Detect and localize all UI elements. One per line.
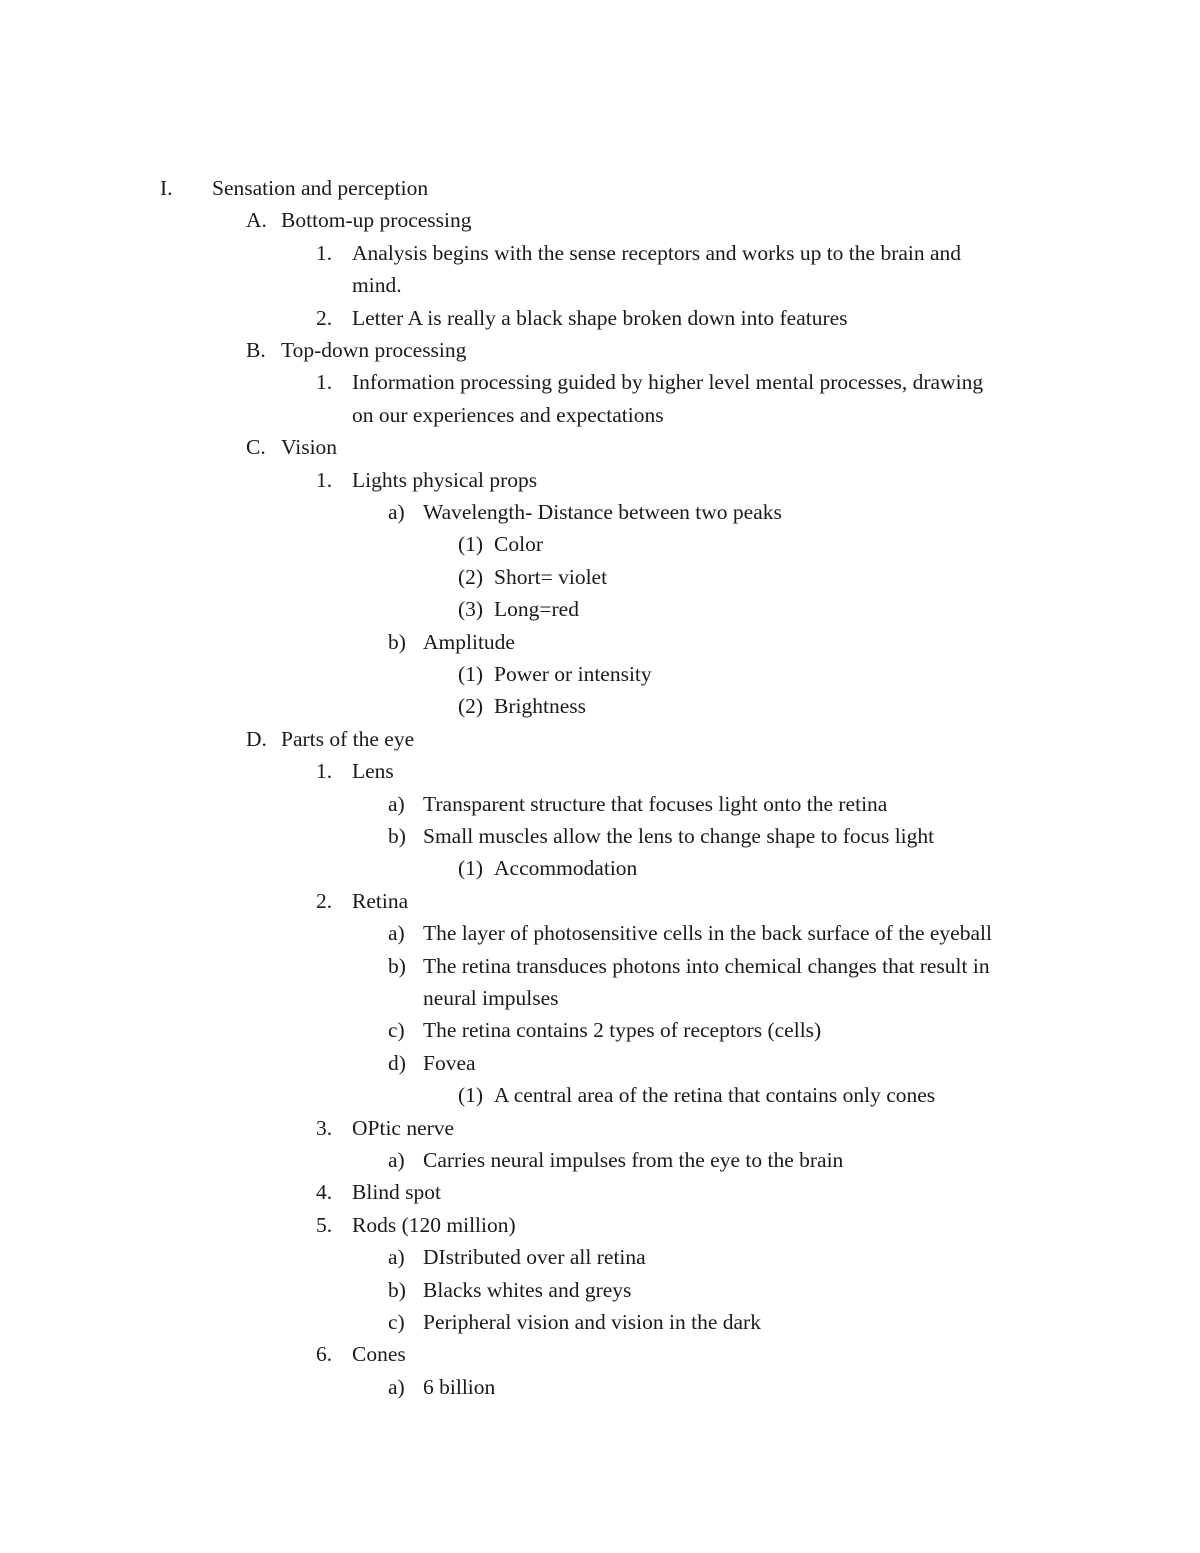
outline-text: Color — [494, 532, 543, 557]
outline-text: Wavelength- Distance between two peaks — [423, 500, 782, 524]
outline-line — [0, 366, 1200, 399]
outline-line — [0, 788, 1200, 821]
outline-text: Bottom-up processing — [281, 208, 472, 233]
outline-text: Top-down processing — [281, 338, 467, 362]
outline-text: Transparent structure that focuses light onto the retina — [423, 791, 888, 816]
outline-marker: 6. — [316, 1342, 333, 1367]
outline-line — [0, 1014, 1200, 1047]
outline-line — [0, 690, 1200, 723]
outline-text: The retina transduces photons into chemical changes that result in — [423, 953, 990, 978]
outline-marker: a) — [388, 1374, 405, 1399]
outline-marker: 2. — [316, 305, 333, 330]
outline-line — [0, 593, 1200, 626]
outline-line — [0, 496, 1200, 529]
outline-text: Blacks whites and greys — [423, 1277, 632, 1302]
outline-marker: c) — [388, 1018, 405, 1043]
outline-line — [0, 431, 1200, 464]
outline-line — [0, 982, 1200, 1015]
outline-line — [0, 723, 1200, 756]
outline-text: The layer of photosensitive cells in the back surface of the eyeball — [423, 921, 992, 946]
outline-text: DIstributed over all retina — [423, 1245, 646, 1270]
outline-text: neural impulses — [423, 986, 559, 1010]
outline-marker: 1. — [316, 370, 333, 395]
outline-text: 6 billion — [423, 1374, 496, 1399]
outline-marker: c) — [388, 1310, 405, 1334]
outline-line — [0, 1047, 1200, 1080]
outline-marker: (2) — [458, 564, 484, 589]
outline-line — [0, 1274, 1200, 1307]
outline-marker: 1. — [316, 240, 333, 265]
outline-line — [0, 269, 1200, 302]
outline-text: Fovea — [423, 1050, 476, 1075]
outline-marker: (1) — [458, 856, 484, 881]
outline-text: Long=red — [494, 597, 579, 622]
outline-line — [0, 626, 1200, 659]
outline-marker: 5. — [316, 1212, 333, 1237]
outline-line — [0, 820, 1200, 853]
outline-marker: 1. — [316, 759, 333, 784]
outline-text: Rods (120 million) — [352, 1212, 516, 1237]
outline-line — [0, 1176, 1200, 1209]
outline-line — [0, 1144, 1200, 1177]
outline-line — [0, 950, 1200, 983]
outline-line — [0, 1371, 1200, 1404]
outline-text: Small muscles allow the lens to change shape to focus light — [423, 824, 935, 848]
outline-marker: (1) — [458, 662, 484, 686]
outline-marker: (2) — [458, 694, 484, 719]
outline-marker: A. — [246, 208, 267, 233]
outline-line — [0, 1241, 1200, 1274]
outline-text: Vision — [281, 435, 338, 460]
outline-line — [0, 1112, 1200, 1145]
outline-line — [0, 658, 1200, 691]
outline-text: Amplitude — [423, 629, 515, 654]
outline-text: Parts of the eye — [281, 726, 415, 751]
outline-marker: B. — [246, 338, 266, 362]
outline-line — [0, 302, 1200, 335]
outline-marker: b) — [388, 824, 406, 848]
outline-text: Information processing guided by higher level mental processes, drawing — [352, 370, 984, 395]
outline-line — [0, 852, 1200, 885]
outline-text: Sensation and perception — [212, 176, 429, 200]
outline-marker: a) — [388, 921, 405, 946]
outline-line — [0, 464, 1200, 497]
outline-text: mind. — [352, 273, 402, 298]
outline-text: Lights physical props — [352, 467, 538, 492]
outline-marker: 4. — [316, 1180, 333, 1205]
outline-marker: (3) — [458, 597, 484, 622]
outline-line — [0, 755, 1200, 788]
outline-text: Lens — [352, 759, 394, 784]
outline-marker: C. — [246, 435, 266, 460]
outline-marker: I. — [160, 176, 173, 200]
outline-line — [0, 1338, 1200, 1371]
outline-marker: d) — [388, 1050, 406, 1075]
outline-line — [0, 1209, 1200, 1242]
outline-marker: (1) — [458, 532, 484, 557]
outline-text: Peripheral vision and vision in the dark — [423, 1310, 761, 1334]
outline-marker: a) — [388, 500, 405, 524]
outline-text: Retina — [352, 888, 409, 913]
outline-line — [0, 237, 1200, 270]
outline-marker: 1. — [316, 467, 333, 492]
outline-text: Analysis begins with the sense receptors and works up to the brain and — [352, 240, 962, 265]
outline-text: Letter A is really a black shape broken down into features — [352, 305, 848, 330]
outline-line — [0, 204, 1200, 237]
outline-line — [0, 885, 1200, 918]
outline-line — [0, 399, 1200, 432]
outline-line — [0, 1079, 1200, 1112]
outline-marker: a) — [388, 1245, 405, 1270]
outline-text: Power or intensity — [494, 662, 652, 686]
outline-line — [0, 334, 1200, 367]
outline-line — [0, 528, 1200, 561]
outline-text: Short= violet — [494, 564, 608, 589]
outline-text: on our experiences and expectations — [352, 402, 664, 427]
outline-line — [0, 172, 1200, 205]
outline-line — [0, 561, 1200, 594]
outline-text: Brightness — [494, 694, 586, 719]
outline-marker: 3. — [316, 1115, 333, 1140]
outline-marker: D. — [246, 726, 267, 751]
outline-text: Blind spot — [352, 1180, 442, 1205]
outline-text: A central area of the retina that contains only cones — [494, 1083, 936, 1108]
outline-marker: a) — [388, 791, 405, 816]
outline-marker: (1) — [458, 1083, 484, 1108]
outline-line — [0, 1306, 1200, 1339]
outline-text: The retina contains 2 types of receptors (cells) — [423, 1018, 822, 1043]
outline-text: Carries neural impulses from the eye to the brain — [423, 1148, 844, 1172]
outline-marker: 2. — [316, 888, 333, 913]
outline-marker: b) — [388, 953, 406, 978]
outline-text: Cones — [352, 1342, 406, 1367]
outline-marker: b) — [388, 629, 406, 654]
outline-text: OPtic nerve — [352, 1115, 455, 1140]
outline-text: Accommodation — [494, 856, 638, 881]
outline-marker: a) — [388, 1148, 405, 1172]
outline-marker: b) — [388, 1277, 406, 1302]
outline-line — [0, 917, 1200, 950]
